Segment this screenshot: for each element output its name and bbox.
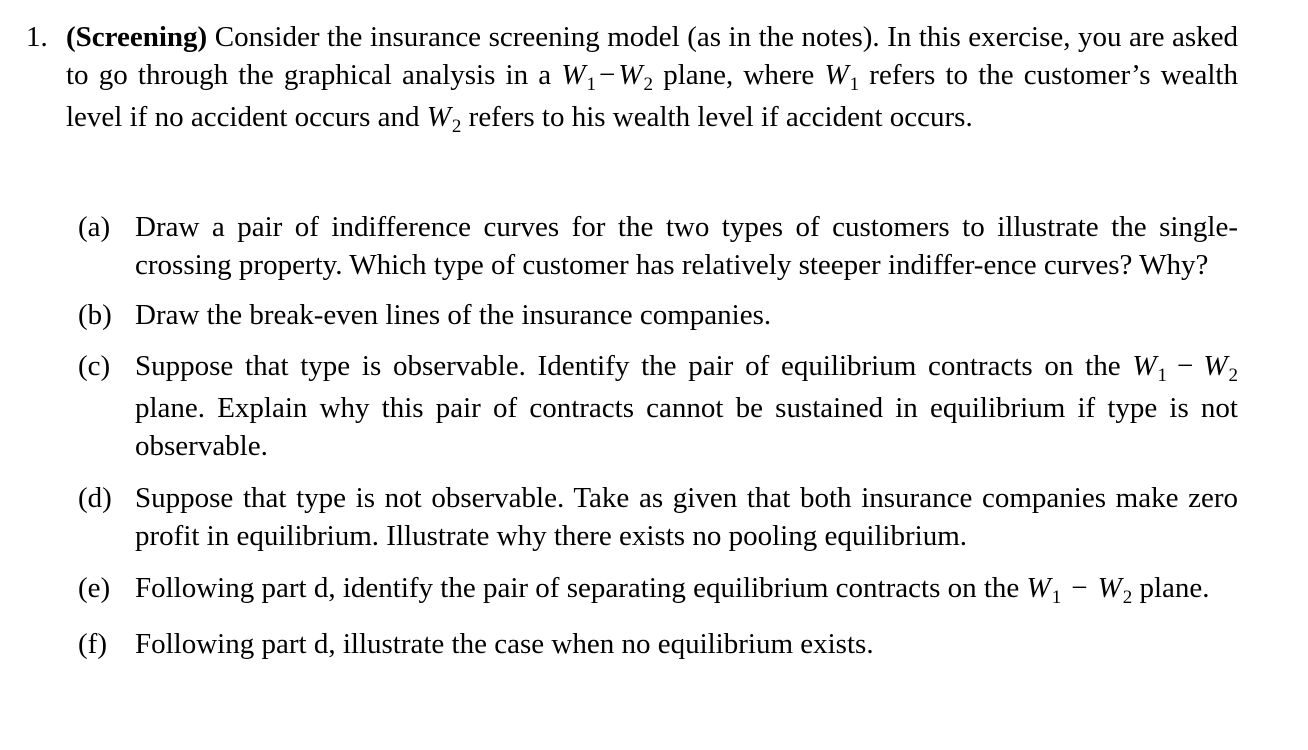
part-text-1: Suppose that type is observable. Identify the pair of equilibrium contracts on the	[135, 350, 1121, 382]
intro-text-4: refers to his wealth level if accident occurs.	[468, 101, 973, 133]
intro-text-1: Consider the insurance screening model (as in the notes). In this exercise, you are asked to go through the graphical analysis in a	[66, 21, 1239, 91]
math-w1-minus-w2: $W_1 - W_2$	[1026, 572, 1133, 608]
part-b	[78, 296, 1238, 334]
part-label: (d)	[78, 482, 112, 514]
parts-list	[78, 208, 1238, 663]
part-text-1: Following part d, identify the pair of separating equilibrium contracts on the	[135, 572, 1020, 604]
problem-1	[26, 18, 1238, 140]
part-d	[78, 479, 1238, 555]
part-text: Draw a pair of indifference curves for the two types of customers to illustrate the single-crossing property. Which type of customer has relatively steeper indiffer-ence curves? Why?	[135, 211, 1238, 281]
part-label: (b)	[78, 299, 112, 331]
part-label: (e)	[78, 572, 111, 604]
problem-intro	[66, 18, 1238, 140]
part-text: Following part d, illustrate the case when no equilibrium exists.	[135, 628, 874, 660]
part-a	[78, 208, 1238, 284]
math-w1: $W_1$	[824, 59, 860, 95]
intro-text-2: plane, where	[663, 59, 815, 91]
part-label: (f)	[78, 628, 107, 660]
math-w1-minus-w2: $W_1 - W_2$	[561, 59, 654, 95]
part-label: (c)	[78, 350, 111, 382]
intro-text-3: refers to the customer’s wealth level if no accident occurs and	[66, 59, 1238, 133]
part-text-2: plane.	[1139, 572, 1210, 604]
math-w1-minus-w2: $W_1 - W_2$	[1132, 350, 1239, 386]
problem-heading: (Screening)	[66, 21, 208, 53]
part-text: Suppose that type is not observable. Take as given that both insurance companies make zero profit in equilibrium. Illustrate why there exists no pooling equilibrium.	[135, 482, 1238, 552]
part-text-2: plane. Explain why this pair of contracts cannot be sustained in equilibrium if type is not observable.	[135, 392, 1238, 462]
part-text: Draw the break-even lines of the insurance companies.	[135, 299, 772, 331]
part-f	[78, 625, 1238, 663]
math-w2: $W_2$	[426, 101, 462, 137]
part-e	[78, 569, 1238, 611]
part-c	[78, 347, 1238, 465]
problem-number: 1.	[26, 21, 48, 53]
part-label: (a)	[78, 211, 111, 243]
